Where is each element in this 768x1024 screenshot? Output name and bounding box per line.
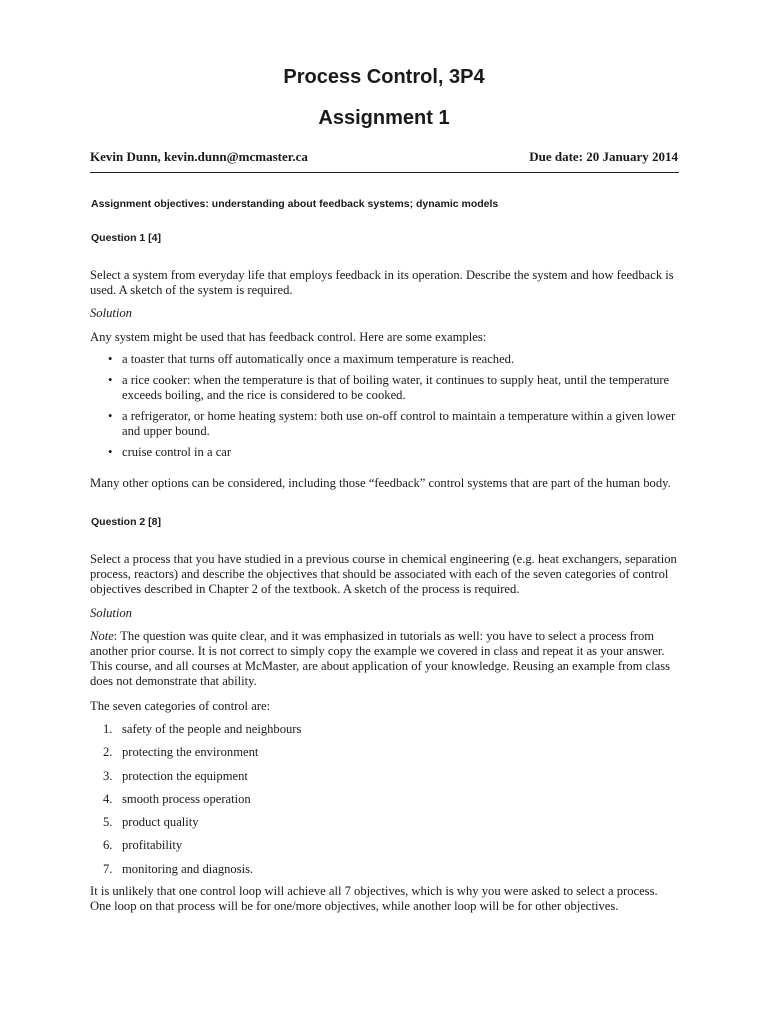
list-item: 2. protecting the environment [103, 745, 259, 760]
question-1-solution-label [90, 306, 680, 321]
question-2-note [90, 629, 680, 689]
note-label: Note [90, 629, 114, 643]
solution-label: Solution [90, 606, 132, 620]
categories-intro: The seven categories of control are: [90, 699, 271, 713]
list-item: • a refrigerator, or home heating system: both use on-off control to maintain a temperature within a given lower and upper bound. [108, 409, 676, 438]
question-1-intro [90, 330, 680, 345]
list-item: • a rice cooker: when the temperature is that of boiling water, it continues to supply heat, until the temperature exceeds boiling, and the rice is considered to be cooked. [108, 373, 670, 402]
author-line: Kevin Dunn, kevin.dunn@mcmaster.ca [90, 149, 308, 164]
question-2-heading: Question 2 [8] [91, 516, 162, 528]
note-text: : The question was quite clear, and it was emphasized in tutorials as well: you have to select a process from another prior course. It is not correct to simply copy the example we covered in class and repeat it as your answer. This course, and all courses at McMaster, are about application of your knowledge. Reusing an example from class does not demonstrate that ability. [90, 629, 671, 688]
bullet-icon: • [108, 373, 113, 387]
bullet-icon: • [108, 445, 113, 459]
question-1-closing: Many other options can be considered, including those “feedback” control systems that are part of the human body. [90, 476, 671, 490]
due-date: Due date: 20 January 2014 [529, 149, 678, 164]
header-row [90, 149, 678, 165]
question-2-prompt: Select a process that you have studied in a previous course in chemical engineering (e.g. heat exchangers, separation process, reactors) and describe the objectives that should be associated with each of the seven categories of control objectives described in Chapter 2 of the textbook. A sketch of the process is required. [90, 552, 677, 596]
list-item: 6. profitability [103, 838, 183, 853]
bullet-icon: • [108, 409, 113, 423]
document-subtitle: Assignment 1 [318, 107, 450, 129]
list-item: • a toaster that turns off automatically once a maximum temperature is reached. [108, 352, 515, 366]
question-1-text [90, 268, 680, 298]
question-1-heading: Question 1 [4] [91, 232, 162, 244]
solution-label: Solution [90, 306, 132, 320]
categories-list [103, 722, 663, 885]
examples-list [108, 352, 680, 466]
bullet-icon: • [108, 352, 113, 366]
list-item: • cruise control in a car [108, 445, 232, 459]
objectives-line: Assignment objectives: understanding about feedback systems; dynamic models [91, 198, 499, 210]
document-title: Process Control, 3P4 [283, 66, 485, 88]
list-item: 1. safety of the people and neighbours [103, 722, 302, 736]
question-2-closing: It is unlikely that one control loop will achieve all 7 objectives, which is why you were asked to select a process. One loop on that process will be for one/more objectives, while another loop will be for other objectives. [90, 884, 658, 913]
list-item: 5. product quality [103, 815, 199, 830]
question-2-solution-label [90, 606, 680, 621]
list-item: 4. smooth process operation [103, 791, 251, 806]
solution-intro: Any system might be used that has feedback control. Here are some examples: [90, 330, 487, 344]
list-item: 3. protection the equipment [103, 768, 248, 783]
question-1-prompt: Select a system from everyday life that employs feedback in its operation. Describe the system and how feedback is used. A sketch of the system is required. [90, 268, 674, 297]
header-divider [90, 172, 679, 173]
question-2-text [90, 552, 680, 597]
list-item: 7. monitoring and diagnosis. [103, 861, 254, 876]
